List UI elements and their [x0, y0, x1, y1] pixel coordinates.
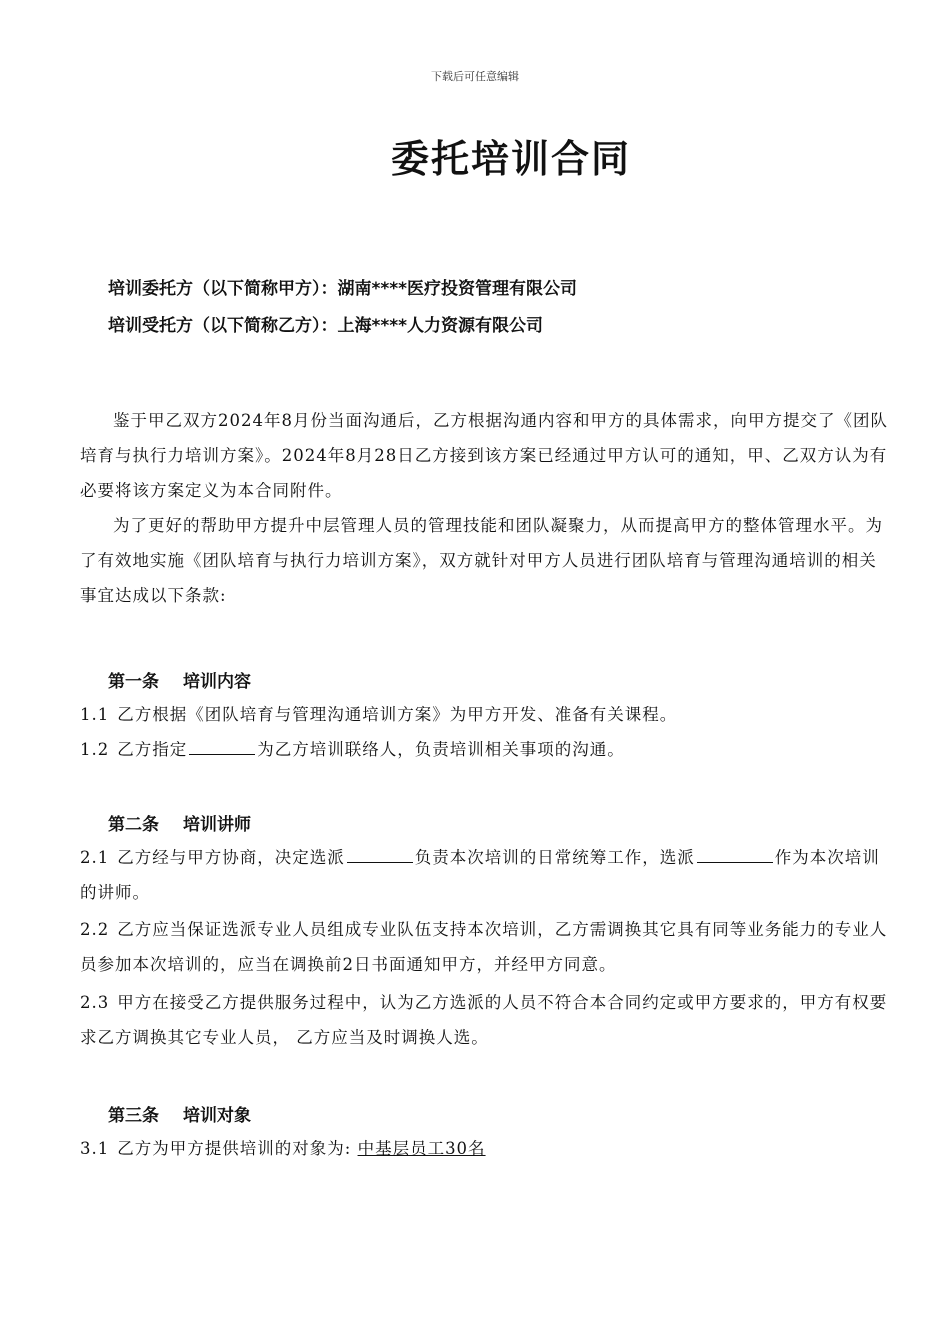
clause-number: 3.1 — [80, 1139, 110, 1158]
article-1-heading — [108, 667, 251, 692]
document-title: 委托培训合同 — [390, 136, 631, 181]
intro-paragraph-2: 为了更好的帮助甲方提升中层管理人员的管理技能和团队凝聚力，从而提高甲方的整体管理水平。为了有效地实施《团队培育与执行力培训方案》，双方就针对甲方人员进行团队培育与管理沟通培训的相关事宜达成以下条款: — [80, 516, 883, 605]
clause-number: 2.2 — [80, 920, 110, 939]
article-2-number: 第二条 — [108, 815, 159, 835]
clause-2-1 — [80, 840, 892, 910]
clause-text: 乙方经与甲方协商，决定选派 — [117, 848, 345, 867]
clause-number: 1.2 — [80, 740, 110, 759]
article-3-heading — [108, 1101, 251, 1126]
coordinator-blank[interactable] — [347, 844, 413, 863]
clause-text: 作为本次培训的讲师。 — [80, 848, 880, 902]
intro-paragraph-1: 鉴于甲乙双方2024年8月份当面沟通后，乙方根据沟通内容和甲方的具体需求，向甲方提交了《团队培育与执行力培训方案》。2024年8月28日乙方接到该方案已经通过甲方认可的通知，甲、乙双方认为有必要将该方案定义为本合同附件。 — [80, 411, 888, 500]
article-1-number: 第一条 — [108, 672, 159, 692]
contact-person-blank[interactable] — [189, 736, 255, 755]
article-2-name: 培训讲师 — [183, 815, 251, 835]
clause-text: 负责本次培训的日常统筹工作，选派 — [414, 848, 695, 867]
clause-text: 乙方为甲方提供培训的对象为: — [117, 1139, 352, 1158]
article-3-name: 培训对象 — [183, 1106, 251, 1126]
article-1-name: 培训内容 — [183, 672, 251, 692]
clause-number: 1.1 — [80, 705, 110, 724]
header-note: 下载后可任意编辑 — [431, 70, 519, 83]
clause-3-1 — [80, 1131, 892, 1166]
trainee-value: 中基层员工30名 — [357, 1139, 486, 1158]
clause-text: 为乙方培训联络人，负责培训相关事项的沟通。 — [257, 740, 625, 759]
lecturer-blank[interactable] — [697, 844, 773, 863]
article-2-heading — [108, 810, 251, 835]
clause-2-2 — [80, 912, 892, 982]
article-3-number: 第三条 — [108, 1106, 159, 1126]
clause-1-1 — [80, 697, 892, 732]
clause-text: 乙方指定 — [117, 740, 188, 759]
clause-2-3 — [80, 985, 892, 1055]
clause-text: 乙方根据《团队培育与管理沟通培训方案》为甲方开发、准备有关课程。 — [117, 705, 678, 724]
clause-number: 2.3 — [80, 993, 110, 1012]
party-b-line: 培训受托方（以下简称乙方）：上海****人力资源有限公司 — [108, 316, 544, 336]
party-a-line: 培训委托方（以下简称甲方）：湖南****医疗投资管理有限公司 — [108, 279, 578, 299]
clause-text: 乙方应当保证选派专业人员组成专业队伍支持本次培训，乙方需调换其它具有同等业务能力的专业人员参加本次培训的，应当在调换前2日书面通知甲方，并经甲方同意。 — [80, 920, 888, 974]
clause-1-2 — [80, 732, 892, 767]
clause-text: 甲方在接受乙方提供服务过程中，认为乙方选派的人员不符合本合同约定或甲方要求的，甲方有权要求乙方调换其它专业人员， 乙方应当及时调换人选。 — [80, 993, 888, 1047]
clause-number: 2.1 — [80, 848, 110, 867]
